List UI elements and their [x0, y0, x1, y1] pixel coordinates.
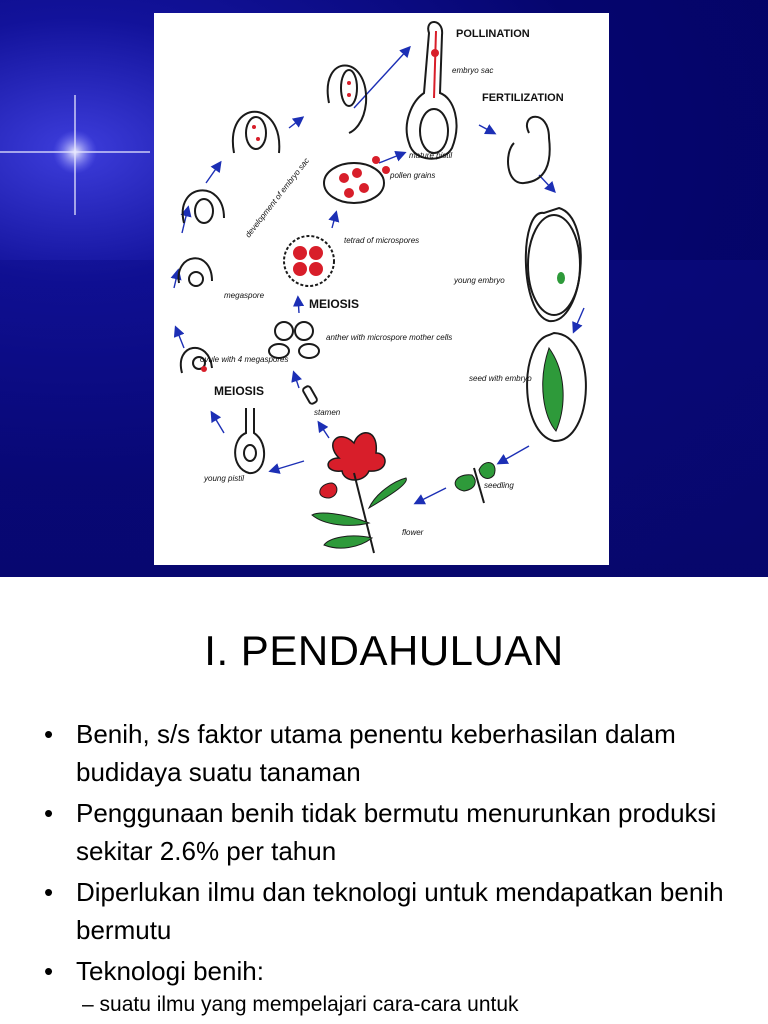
label-meiosis-top: MEIOSIS	[309, 297, 360, 311]
bullet-dot-icon: •	[44, 798, 54, 828]
young-pistil-drawing	[235, 408, 264, 473]
bullet-item	[40, 952, 750, 990]
plant-life-cycle-diagram	[154, 13, 609, 565]
label-pollination: POLLINATION	[456, 28, 530, 40]
bullet-text: Penggunaan benih tidak bermutu menurunkan produksi sekitar 2.6% per tahun	[76, 798, 717, 866]
label-fertilization: FERTILIZATION	[482, 92, 564, 104]
page-title: I. PENDAHULUAN	[204, 627, 564, 674]
label-ovule-with-4-megaspores: ovule with 4 megaspores	[200, 355, 289, 364]
bullet-text: Teknologi benih:	[76, 956, 264, 986]
slide-content	[0, 577, 768, 1024]
pollen-tube	[434, 31, 436, 98]
tetrad-drawing	[284, 236, 334, 286]
bullet-text: Benih, s/s faktor utama penentu keberhasilan dalam budidaya suatu tanaman	[76, 719, 676, 787]
embryo-sac-development-series	[179, 66, 367, 374]
label-flower: flower	[402, 528, 424, 537]
bullet-dot-icon: •	[44, 877, 54, 907]
label-seedling: seedling	[484, 481, 514, 490]
bullet-list	[40, 715, 750, 993]
label-development-of-embryo-sac: development of embryo sac	[243, 156, 312, 240]
bullet-item	[40, 873, 750, 949]
label-anther: anther with microspore mother cells	[326, 333, 453, 342]
label-meiosis-bottom: MEIOSIS	[214, 384, 265, 398]
label-tetrad-of-microspores: tetrad of microspores	[344, 236, 420, 245]
sub-bullet: – suatu ilmu yang mempelajari cara-cara untuk	[82, 993, 519, 1016]
bullet-dot-icon: •	[44, 956, 54, 986]
flower-drawing	[312, 433, 406, 553]
label-pollen-grains: pollen grains	[390, 171, 436, 180]
bullet-item	[40, 715, 750, 791]
label-mature-pistil: mature pistil	[409, 151, 453, 160]
label-young-embryo: young embryo	[454, 276, 505, 285]
bullet-item	[40, 794, 750, 870]
bullet-text: Diperlukan ilmu dan teknologi untuk mendapatkan benih bermutu	[76, 877, 724, 945]
label-embryo-sac: embryo sac	[452, 66, 494, 75]
label-seed-with-embryo: seed with embryo	[469, 374, 532, 383]
label-megaspore: megaspore	[224, 291, 265, 300]
label-young-pistil: young pistil	[204, 474, 245, 483]
bullet-dot-icon: •	[44, 719, 54, 749]
anther-drawing	[269, 322, 319, 358]
label-stamen: stamen	[314, 408, 341, 417]
cycle-arrows	[174, 48, 584, 503]
